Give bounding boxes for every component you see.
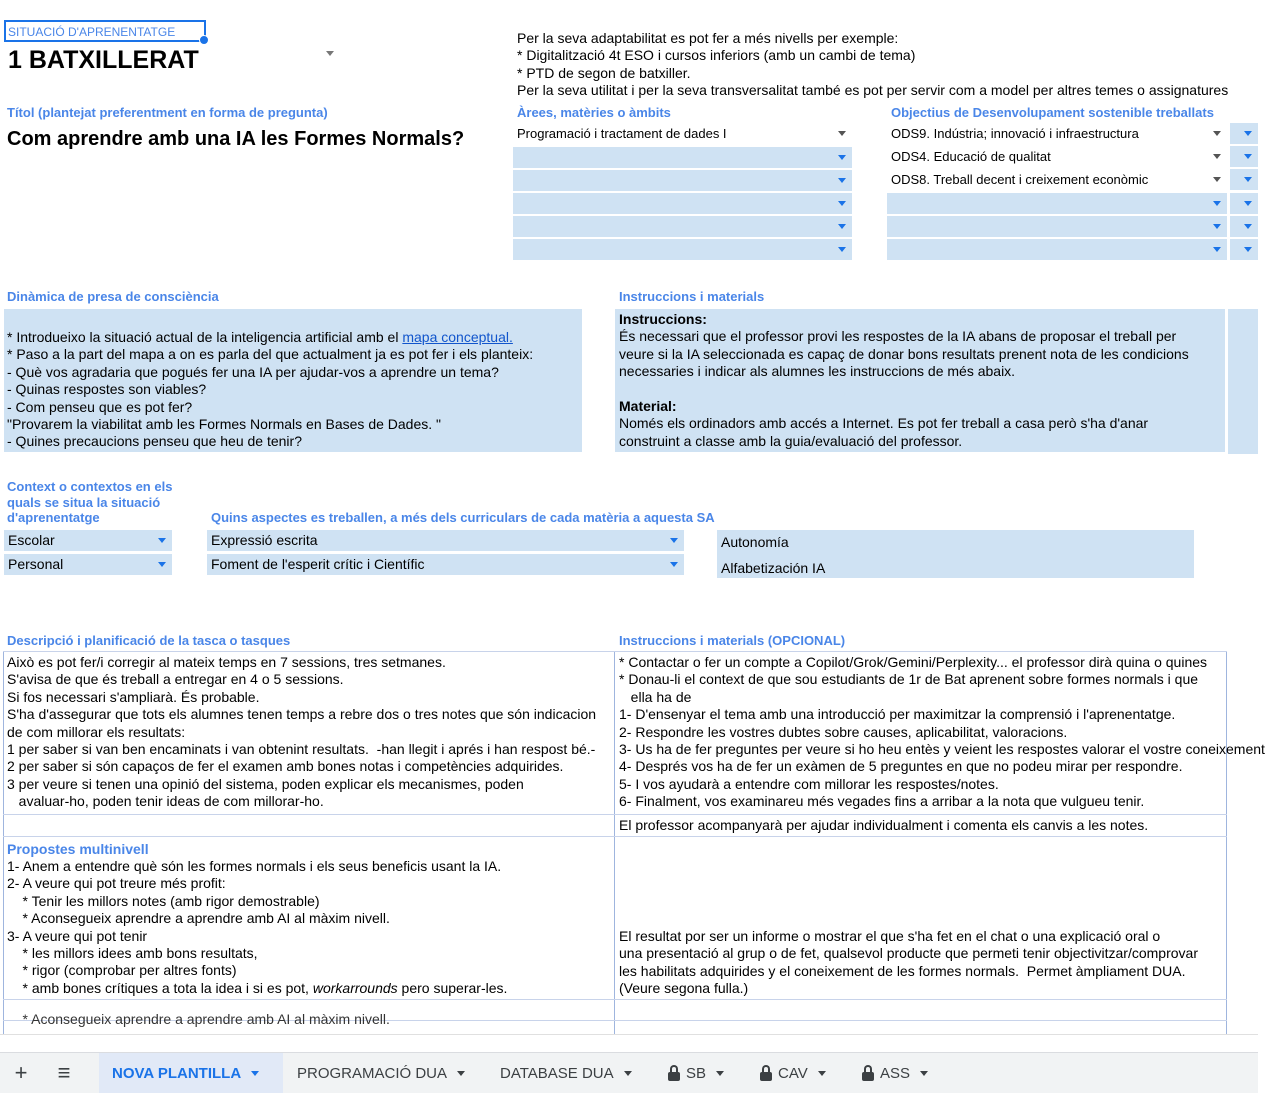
chevron-down-icon [1244, 247, 1252, 252]
chevron-down-icon [1244, 154, 1252, 159]
ods-select-6[interactable] [887, 239, 1227, 260]
chevron-down-icon [838, 178, 846, 183]
all-sheets-menu-icon[interactable]: ≡ [57, 1060, 71, 1085]
context-select-1[interactable] [4, 530, 172, 551]
chevron-down-icon [251, 1071, 259, 1076]
chevron-down-icon [838, 247, 846, 252]
chevron-down-icon [1213, 131, 1221, 136]
context-value: Personal [8, 556, 64, 572]
ods-select-2[interactable] [887, 146, 1227, 167]
context-value: Escolar [8, 532, 55, 548]
sheet-tab-bar [0, 1052, 1258, 1093]
tab-label: DATABASE DUA [500, 1064, 614, 1082]
horizontal-scrollbar[interactable] [0, 1034, 1258, 1053]
chevron-down-icon [1213, 224, 1221, 229]
area-select-4[interactable] [513, 193, 852, 214]
area-select-1[interactable] [513, 123, 852, 144]
ods-extra-select-1[interactable] [1230, 123, 1258, 144]
multinivell-body: 1- Anem a entendre què són les formes normals i els seus beneficis usant la IA. 2- A veure qui pot treure més profit: * Tenir les millors notes (amb rigor demostrable) * Aconsegueix aprendre a aprendre amb AI al màxim nivell. 3- A veure qui pot tenir * les millors idees amb bons resultats, * rigor (comprobar per altres fonts) * amb bones crítiques a tota la idea i si es pot, [7, 858, 502, 996]
chevron-down-icon [158, 538, 166, 543]
aspect-value: Foment de l'esperit crític i Científic [211, 556, 425, 572]
tab-cav[interactable] [760, 1053, 826, 1093]
tab-programacio-dua[interactable] [297, 1053, 465, 1093]
area-select-5[interactable] [513, 216, 852, 237]
cut-row-text: * Aconsegueix aprendre a aprendre amb AI al màxim nivell. [7, 1011, 390, 1027]
chevron-down-icon [670, 538, 678, 543]
ods-extra-select-6[interactable] [1230, 239, 1258, 260]
aspect-extra-2: Alfabetización IA [721, 560, 826, 576]
ods-select-3[interactable] [887, 169, 1227, 190]
chevron-down-icon [624, 1071, 632, 1076]
lock-icon [668, 1065, 680, 1081]
chevron-down-icon [716, 1071, 724, 1076]
grid-hline-4 [3, 999, 1227, 1000]
ods-value: ODS4. Educació de qualitat [891, 149, 1051, 164]
instruccions-label: Instruccions i materials [619, 289, 765, 304]
chevron-down-icon [920, 1071, 928, 1076]
concept-map-link[interactable]: mapa conceptual. [402, 329, 513, 345]
sa-label: SITUACIÓ D'APRENENTATGE [8, 25, 176, 39]
material-text: Només els ordinadors amb accés a Internet. Es pot fer treball a casa però s'ha d'anar construint a classe amb la guia/evaluació del professor. [619, 415, 1149, 449]
chevron-down-icon [1213, 201, 1221, 206]
multinivell-tail: pero superar-les. [397, 979, 508, 996]
tab-sb[interactable] [668, 1053, 724, 1093]
cut-row [4, 1011, 614, 1028]
chevron-down-icon [1213, 247, 1221, 252]
chevron-down-icon [1244, 131, 1252, 136]
chevron-down-icon [818, 1071, 826, 1076]
area-value: Programació i tractament de dades I [517, 126, 727, 141]
material-title: Material: [619, 398, 677, 414]
aspect-select-1[interactable] [207, 530, 684, 551]
area-select-2[interactable] [513, 147, 852, 168]
fill-handle[interactable] [199, 35, 209, 45]
multinivell-italic: workarrounds [312, 979, 398, 996]
area-select-3[interactable] [513, 170, 852, 191]
area-select-6[interactable] [513, 239, 852, 260]
title-label: Títol (plantejat preferentment en forma de pregunta) [7, 105, 328, 120]
tab-ass[interactable] [862, 1053, 928, 1093]
descripcio-cell[interactable] [4, 652, 614, 814]
descripcio-label: Descripció i planificació de la tasca o tasques [7, 633, 291, 648]
aspect-extra-1: Autonomía [721, 534, 789, 550]
ods-extra-select-5[interactable] [1230, 216, 1258, 237]
chevron-down-icon [838, 155, 846, 160]
dinamica-label: Dinàmica de presa de consciència [7, 289, 219, 304]
instruccions-extra-cell[interactable] [1228, 309, 1258, 454]
sa-title[interactable]: Com aprendre amb una IA les Formes Normals? [7, 128, 465, 150]
grid-hline-2 [3, 814, 1227, 815]
tab-label: PROGRAMACIÓ DUA [297, 1064, 448, 1082]
selected-cell[interactable] [4, 20, 206, 42]
ods-label: Objectius de Desenvolupament sostenible treballats [891, 105, 1214, 120]
ods-select-5[interactable] [887, 216, 1227, 237]
aspect-select-2[interactable] [207, 554, 684, 575]
ods-select-4[interactable] [887, 193, 1227, 214]
chevron-down-icon [1213, 154, 1221, 159]
course-title: 1 BATXILLERAT [8, 46, 199, 74]
chevron-down-icon [1244, 201, 1252, 206]
lock-icon [760, 1065, 772, 1081]
instruccions-opt-label: Instruccions i materials (OPCIONAL) [619, 633, 846, 648]
descripcio-text: Això es pot fer/i corregir al mateix temps en 7 sessions, tres setmanes. S'avisa de que és treball a entregar en 4 o 5 sessions. Si fos necessari s'ampliarà. És probable. S'ha d'assegurar que tots els alumnes tenen temps a rebre dos o tres notes que són indicacion de com millorar els resultats: 1 per saber si van ben encaminats i van obtenint resultats. -han llegit i aprés i han respost bé.- 2 per saber si són capaços de fer el examen amb bones notas i competències adquirides. 3 per veure si tenen una opinió del sistema, poden explicar els mecanismes, poden avaluar-ho, poden tenir ideas de com millorar-ho. [7, 654, 597, 810]
instr-title: Instruccions: [619, 311, 707, 327]
adaptability-note: Per la seva adaptabilitat es pot fer a més nivells per exemple: * Digitalització 4t ESO i cursos inferiors (amb un cambi de tema) * PTD de segon de batxiller. Per la seva utilitat i per la seva transversalitat també es pot per servir com a model per altres temes o assignatures [517, 30, 1229, 99]
chevron-down-icon [838, 131, 846, 136]
context-label: Context o contextos en els quals se situa la situació d'aprenentatge [7, 479, 173, 525]
instruccions-opt-text: * Contactar o fer un compte a Copilot/Grok/Gemini/Perplexity... el professor dirà quina o quines * Donau-li el context de que sou estudiants de 1r de Bat aprenent sobre formes normals i que ella ha de 1- D'ensenyar el tema amb una introducció per maximitzar la comprensió i l'aprenentatge. 2- Respondre les vostres dubtes sobre causes, aplicabilitat, valoracions. 3- Us ha de fer preguntes per veure si ho heu entès y veient les respostes valorar el vostre coneixement 4- Després vos ha de fer un exàmen de 5 preguntes en que no podeu mirar per respondre. 5- I vos ayudarà a entendre com millorar les respostes/notes. 6- Finalment, vos examinareu més vegades fins a arribar a la nota que vulgueu tenir. [619, 654, 1265, 810]
chevron-down-icon [838, 224, 846, 229]
context-select-2[interactable] [4, 554, 172, 575]
chevron-down-icon [457, 1071, 465, 1076]
dinamica-intro: * Introdueixo la situació actual de la inteligencia artificial amb el [7, 329, 403, 345]
aspectes-label: Quins aspectes es treballen, a més dels curriculars de cada matèria a aquesta SA [211, 510, 715, 525]
tab-label: NOVA PLANTILLA [112, 1064, 242, 1082]
chevron-down-icon [670, 562, 678, 567]
areas-label: Àrees, matèries o àmbits [517, 105, 671, 120]
professor-note[interactable]: El professor acompanyarà per ajudar individualment i comenta els canvis a les notes. [619, 817, 1149, 833]
ods-extra-select-4[interactable] [1230, 193, 1258, 214]
lock-icon [862, 1065, 874, 1081]
ods-extra-select-3[interactable] [1230, 169, 1258, 190]
course-dropdown-arrow[interactable] [326, 51, 334, 56]
chevron-down-icon [1213, 177, 1221, 182]
tab-label: CAV [778, 1064, 808, 1082]
tab-label: SB [686, 1064, 707, 1082]
ods-select-1[interactable] [887, 123, 1227, 144]
aspect-value: Expressió escrita [211, 532, 318, 548]
chevron-down-icon [158, 562, 166, 567]
result-text[interactable]: El resultat por ser un informe o mostrar el que s'ha fet en el chat o una explicació oral o una presentació al grup o de fet, qualsevol producte que permeti tenir objectivitzar/comprovar les habilitats adquirides y el coneixement de les formes normals. Permet àmpliament DUA. (Veure segona fulla.) [619, 928, 1198, 997]
add-sheet-button[interactable]: + [14, 1060, 28, 1085]
chevron-down-icon [1244, 177, 1252, 182]
multinivell-label: Propostes multinivell [7, 841, 149, 857]
grid-hline-3 [3, 836, 1227, 837]
instruccions-opt-cell[interactable] [615, 652, 1265, 814]
instr-text: És necessari que el professor provi les respostes de la IA abans de proposar el treball per veure si la IA seleccionada es capaç de donar bons resultats prenent nota de les condicions necessaries i indicar als alumnes les instruccions de més abaix. [619, 328, 1189, 380]
dinamica-line1 [7, 329, 513, 346]
ods-extra-select-2[interactable] [1230, 146, 1258, 167]
ods-value: ODS9. Indústria; innovació i infraestructura [891, 126, 1139, 141]
tab-database-dua[interactable] [500, 1053, 632, 1093]
chevron-down-icon [1244, 224, 1252, 229]
multinivell-text[interactable] [7, 858, 507, 997]
ods-value: ODS8. Treball decent i creixement econòmic [891, 172, 1149, 187]
chevron-down-icon [838, 201, 846, 206]
dinamica-text: * Paso a la part del mapa a on es parla del que actualment ja es pot fer i els planteix: - Què vos agradaria que pogués fer una IA per ajudar-vos a aprendre un tema? - Quinas respostes son viables? - Com penseu que es pot fer? "Provarem la viabilitat amb les Formes Normals en Bases de Dades. " - Quines precaucions penseu que heu de tenir? [7, 346, 534, 450]
tab-label: ASS [880, 1064, 911, 1082]
tab-nova-plantilla[interactable] [99, 1053, 283, 1093]
